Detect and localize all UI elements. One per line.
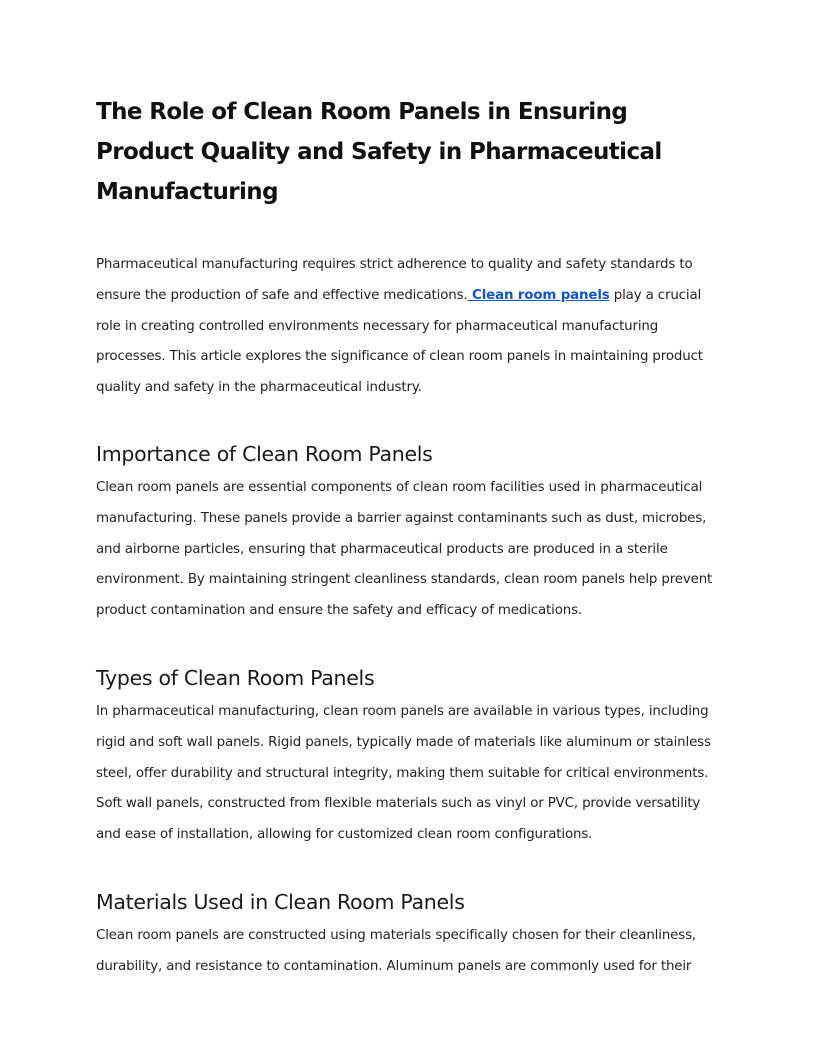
intro-text-after-link: play a crucial role in creating controlled environments necessary for pharmaceutical manufacturing processes. This article explores the significance of clean room panels in maintaining product quality and safety in the pharmaceutical industry.: [96, 287, 703, 396]
section-heading-importance: Importance of Clean Room Panels: [96, 441, 433, 466]
section-body-materials: Clean room panels are constructed using materials specifically chosen for their cleanliness, durability, and resistance to contamination. Aluminum panels are commonly used for their: [96, 927, 697, 974]
section-heading-materials: Materials Used in Clean Room Panels: [96, 889, 465, 914]
intro-text-before-link: Pharmaceutical manufacturing requires strict adherence to quality and safety standards to ensure the production of safe and effective medications.: [96, 257, 693, 303]
section-heading-types: Types of Clean Room Panels: [96, 665, 375, 690]
intro-paragraph: [96, 250, 726, 404]
clean-room-panels-link[interactable]: Clean room panels: [467, 287, 610, 303]
document-title: The Role of Clean Room Panels in Ensuring Product Quality and Safety in Pharmaceutical Manufacturing: [96, 99, 662, 205]
section-body-types: In pharmaceutical manufacturing, clean room panels are available in various types, including rigid and soft wall panels. Rigid panels, typically made of materials like aluminum or stainless steel, offer durability and structural integrity, making them suitable for critical environments. Soft wall panels, constructed from flexible materials such as vinyl or PVC, provide versatility and ease of installation, allowing for customized clean room configurations.: [96, 703, 711, 843]
section-body-importance: Clean room panels are essential components of clean room facilities used in pharmaceutical manufacturing. These panels provide a barrier against contaminants such as dust, microbes, and airborne particles, ensuring that pharmaceutical products are produced in a sterile environment. By maintaining stringent cleanliness standards, clean room panels help prevent product contamination and ensure the safety and efficacy of medications.: [96, 479, 713, 619]
document-page: [96, 92, 726, 983]
